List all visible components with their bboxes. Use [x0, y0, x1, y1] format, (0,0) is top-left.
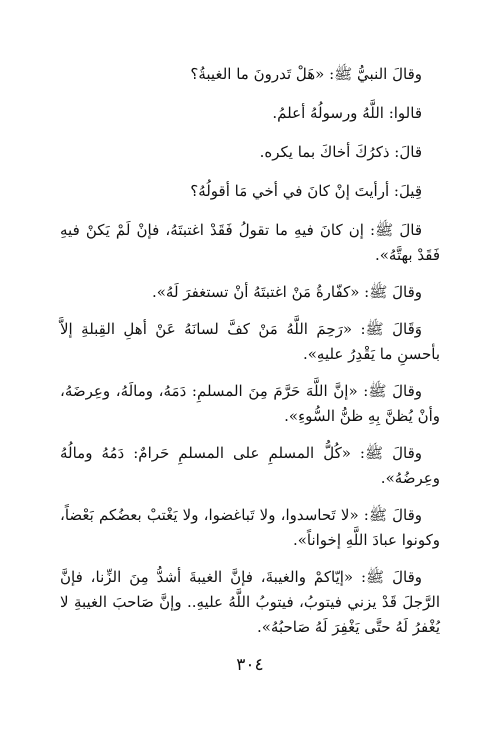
paragraph-follow-up-question: قِيلَ: أرأيتَ إنْ كانَ في أخي مَا أقولُهُ؟ — [190, 182, 422, 200]
page-body-text — [60, 62, 440, 652]
paragraph-muslim-sacred: وقالَ ﷺ: «كُلُّ المسلمِ على المسلمِ حَرامٌ: دَمُهُ ومالُهُ وعِرضُهُ». — [60, 444, 440, 487]
paragraph-companions-reply: قالوا: اللَّهُ ورسولُهُ أعلمُ. — [272, 104, 422, 122]
paragraph-answer: قالَ ﷺ: إن كانَ فيهِ ما تقولُ فَقَدْ اغتبتَهُ، فإنْ لَمْ يَكنْ فيهِ فَقَدْ بهتَّهُ». — [60, 221, 440, 264]
paragraph-backbiting-warning: وقالَ ﷺ: «إيّاكمْ والغيبةَ، فإنَّ الغيبةَ أشدُّ مِنَ الزِّنا، فإنَّ الرَّجلَ قَدْ يزني فيتوبُ، فيتوبُ اللَّهُ عليهِ.. وإنَّ صَاحبَ الغيبةِ لا يُغْفرُ لَهُ حتَّى يَغْفِرَ لَهُ صَاحبُهُ». — [60, 568, 440, 636]
paragraph-brotherhood: وقالَ ﷺ: «لا تَحاسدوا، ولا تَباغضوا، ولا يَغْتبْ بعضُكم بَعْضاً، وكونوا عبادَ اللَّهِ إخواناً». — [60, 506, 440, 549]
page-number: ٣٠٤ — [236, 655, 264, 675]
paragraph-mercy: وَقَالَ ﷺ: «رَحِمَ اللَّهُ مَنْ كفَّ لسانَهُ عَنْ أهلِ القِبلةِ إلاَّ بأحسنِ ما يَقْدِرُ عليهِ». — [60, 320, 440, 363]
paragraph-hadith-question: وقالَ النبيُّ ﷺ: «هَلْ تَدرونَ ما الغيبةُ؟ — [190, 65, 422, 83]
paragraph-sanctity: وقالَ ﷺ: «إنَّ اللَّهَ حَرَّمَ مِنَ المسلمِ: دَمَهُ، ومالَهُ، وعِرضَهُ، وأنْ يُظنَّ بِهِ ظنُّ السُّوءِ». — [60, 382, 440, 425]
paragraph-definition: قالَ: ذكرُكَ أخاكَ بما يكره. — [259, 143, 422, 161]
paragraph-expiation: وقالَ ﷺ: «كفّارةُ مَنْ اغتبتَهُ أنْ تستغفرَ لَهُ». — [151, 283, 422, 301]
